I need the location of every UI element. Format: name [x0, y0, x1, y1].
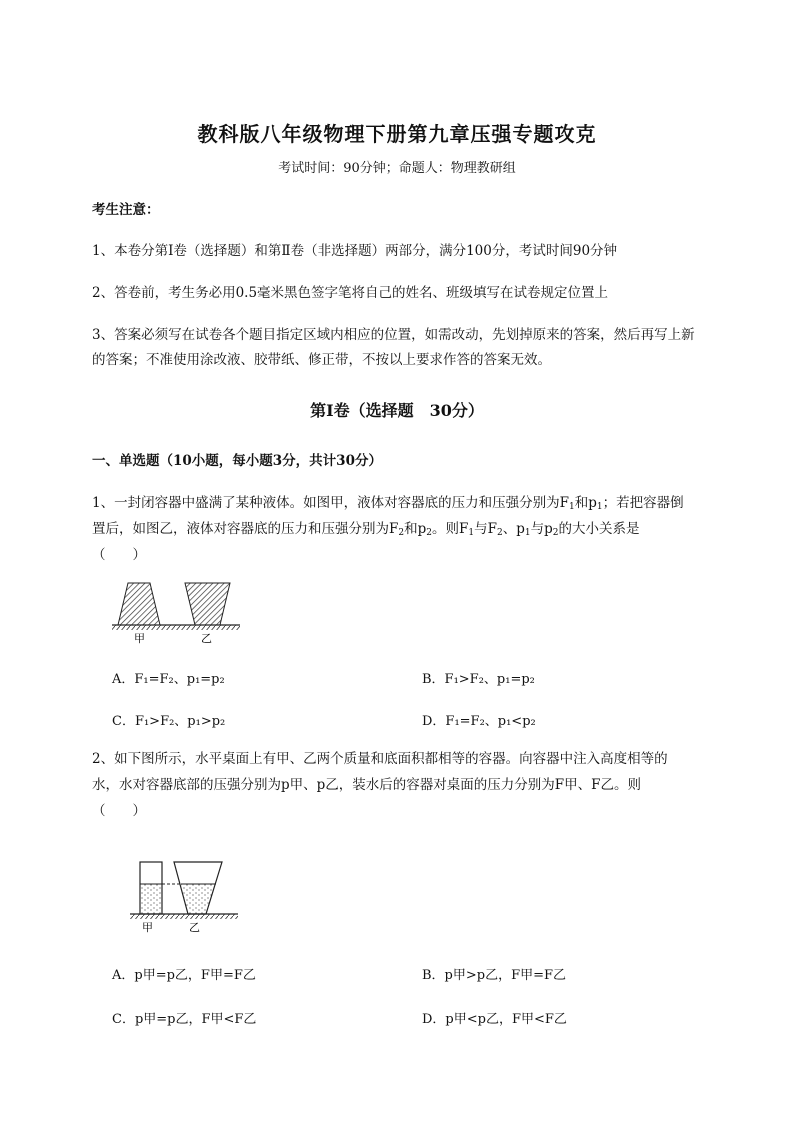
q2-fig-label-yi: 乙	[189, 921, 200, 934]
section-title: 第I卷（选择题 30分）	[310, 401, 484, 420]
notice-item-3: 3、答案必须写在试卷各个题目指定区域内相应的位置，如需改动，先划掉原来的答案，然后再写上新	[92, 327, 695, 343]
part-heading: 一、单选题（10小题，每小题3分，共计30分）	[92, 453, 382, 469]
q2-option-c[interactable]: C．p甲=p乙，F甲<F乙	[112, 1012, 257, 1027]
container-yi-shape	[185, 583, 230, 625]
notice-item-3-cont: 的答案；不准使用涂改液、胶带纸、修正带，不按以上要求作答的答案无效。	[92, 352, 551, 368]
notice-heading: 考生注意：	[92, 202, 160, 218]
q2-fig-label-jia: 甲	[142, 921, 153, 934]
q1-fig-label-jia: 甲	[134, 632, 145, 645]
q2-option-d[interactable]: D．p甲<p乙，F甲<F乙	[422, 1012, 567, 1027]
notice-item-1: 1、本卷分第I卷（选择题）和第Ⅱ卷（非选择题）两部分，满分100分，考试时间90分钟	[92, 243, 618, 259]
q1-figure	[110, 578, 250, 648]
q2-option-b[interactable]: B．p甲>p乙，F甲=F乙	[422, 968, 567, 983]
q1-line-1: 1、一封闭容器中盛满了某种液体。如图甲，液体对容器底的压力和压强分别为$F_1$和$p_1$；若把容器倒	[92, 495, 684, 512]
table-hatch	[130, 914, 238, 919]
notice-item-2: 2、答卷前，考生务必用0.5毫米黑色签字笔将自己的姓名、班级填写在试卷规定位置上	[92, 285, 609, 301]
q2-line-2: 水，水对容器底部的压强分别为p甲、p乙，装水后的容器对桌面的压力分别为F甲、F乙。则	[92, 777, 642, 793]
q2-option-a[interactable]: A．p甲=p乙，F甲=F乙	[112, 968, 256, 983]
q1-fig-label-yi: 乙	[201, 632, 212, 645]
ground-hatch	[112, 625, 240, 630]
q1-line-2: 置后，如图乙，液体对容器底的压力和压强分别为$F_2$和$p_2$。则$F_1$与$F_2$、$p_1$与$p_2$的大小关系是	[92, 521, 640, 538]
exam-title: 教科版八年级物理下册第九章压强专题攻克	[197, 122, 597, 146]
water-jia	[140, 884, 162, 914]
q1-option-b[interactable]: B．F₁>F₂、p₁=p₂	[422, 672, 535, 687]
q1-option-a[interactable]: A．F₁=F₂、p₁=p₂	[112, 672, 225, 687]
q1-answer-blank: （ ）	[92, 547, 146, 563]
exam-subtitle: 考试时间：90分钟；命题人：物理教研组	[278, 161, 516, 176]
q2-figure	[128, 856, 248, 936]
q2-answer-blank: （ ）	[92, 803, 146, 819]
container-jia-shape	[118, 583, 160, 625]
q1-option-d[interactable]: D．F₁=F₂、p₁<p₂	[422, 714, 536, 729]
q2-line-1: 2、如下图所示，水平桌面上有甲、乙两个质量和底面积都相等的容器。向容器中注入高度相等的	[92, 751, 668, 767]
q1-option-c[interactable]: C．F₁>F₂、p₁>p₂	[112, 714, 226, 729]
